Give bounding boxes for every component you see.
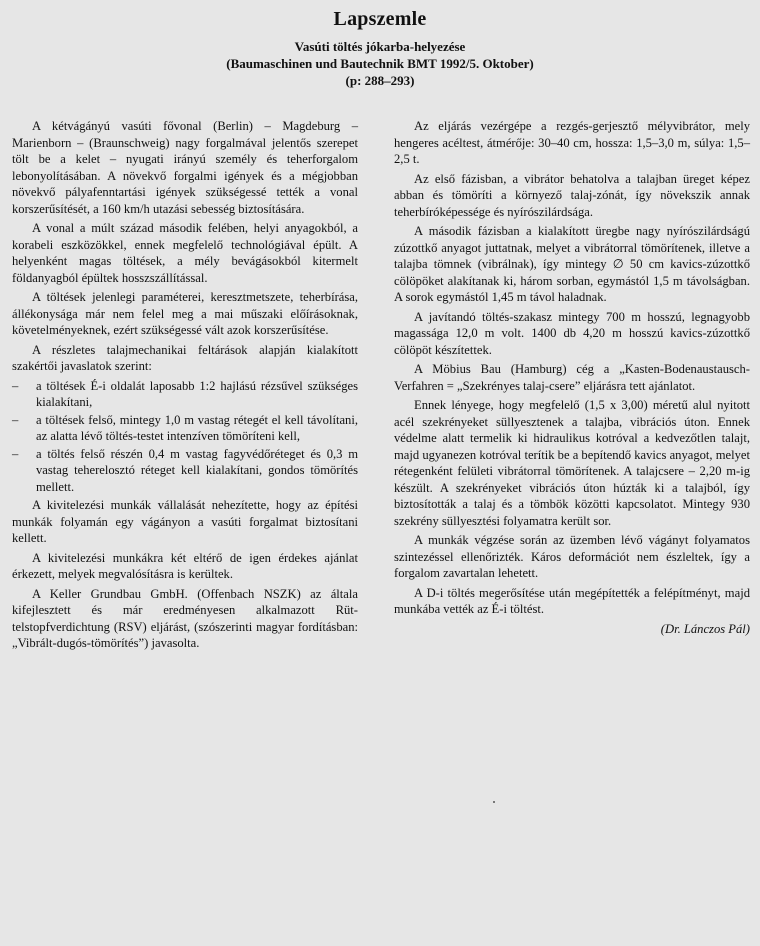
article-source: (Baumaschinen und Bautechnik BMT 1992/5. Oktober) [226, 56, 534, 71]
left-column [12, 118, 358, 655]
paragraph: A Keller Grundbau GmbH. (Offenbach NSZK) az általa kifejlesztett és már eredményesen alkalmazott Rüttelstopfverdichtung (RSV) eljárást, (szószerinti magyar fordításban: „Vibrált-dugós-tömörítés”) javasolta. [12, 586, 358, 650]
paragraph: A kétvágányú vasúti fővonal (Berlin) – Magdeburg – Marienborn – (Braunschweig) nagy forgalmával jelentős szerepet tölt be a kelet – nyugati irányú személy és teherforgalom lebonyolításában. A növekvő forgalmi igények és a mégjobban növekvő pályafenntartási igények szükségessé tették a vonal korszerűsítését, a 160 km/h utazási sebesség biztosítására. [12, 119, 358, 216]
recommendation-list [12, 378, 358, 496]
list-item [12, 378, 358, 411]
paragraph: A munkák végzése során az üzemben lévő vágányt folyamatos szintezéssel ellenőrizték. Káros deformációt nem észleltek, így a forgalom zavartalan lehetett. [394, 533, 750, 580]
author-signature: (Dr. Lánczos Pál) [660, 621, 750, 636]
paragraph: A vonal a múlt század második felében, helyi anyagokból, a korabeli eszközökkel, ennek megfelelő technológiával épült. A helyenként magas töltések, a mély bevágásokból kitermelt földanyagból épültek hosszszállítással. [12, 221, 358, 285]
paragraph: Az első fázisban, a vibrátor behatolva a talajban üreget képez abban és tömöríti a környező talaj-zónát, így növekszik annak teherbíróképessége és nyírószilárdsága. [394, 171, 750, 219]
paragraph: Ennek lényege, hogy megfelelő (1,5 x 3,00) méretű alul nyitott acél szekrényeket süllyesztenek a talajba, vibrációs úton. Ennek védelme alatt termelik ki hidraulikus kotróval a kedvezőtlen talajt, majd ugyanezen kotróval terítik be a bepítendő kavics anyagot, melyet rétegenként felületi vibrátorral tömörítenek. A talajcsere – 2,20 m-ig készült. A szekrényeket vibrációs úton húzták ki a talajból, így biztosították a talaj és a tömbök közötti kapcsolatot. Mintegy 930 szekrény süllyesztési folyamatra került sor. [394, 398, 751, 528]
dash-marker: – [12, 378, 19, 393]
paragraph: A kivitelezési munkák vállalását nehezítette, hogy az építési munkák folyamán egy vágányon a vasúti forgalmat biztosítani kellett. [12, 498, 358, 545]
list-item [12, 412, 358, 445]
list-item-text: a töltések felső, mintegy 1,0 m vastag rétegét el kell távolítani, az alatta lévő töltés-testet intenzíven tömöríteni kell, [36, 412, 358, 443]
article-pages: (p: 288–293) [345, 73, 415, 88]
list-item-text: a töltések É-i oldalát laposabb 1:2 hajlású rézsűvel szükséges kialakítani, [36, 378, 358, 409]
paragraph: A kivitelezési munkákra két eltérő de igen érdekes ajánlat érkezett, melyek megvalósításra is kerültek. [12, 550, 358, 581]
dash-marker: – [12, 446, 19, 461]
article-title: Vasúti töltés jókarba-helyezése [294, 39, 466, 54]
paragraph: Az eljárás vezérgépe a rezgés-gerjesztő mélyvibrátor, mely hengeres acéltest, átmérője: 30–40 cm, hossza: 1,5–3,0 m, súlya: 1,5–2,5 t. [394, 119, 750, 166]
right-column [394, 118, 750, 637]
scan-speck [493, 801, 495, 803]
paragraph: A részletes talajmechanikai feltárások alapján kialakított szakértői javaslatok szerint: [12, 342, 358, 373]
list-item-text: a töltés felső részén 0,4 m vastag fagyvédőréteget és 0,3 m vastag teherelosztó réteget kell kialakítani, gondos tömörítés mellett. [36, 446, 358, 494]
paragraph: A töltések jelenlegi paraméterei, keresztmetszete, teherbírása, állékonysága már nem felel meg a mai műszaki előírásoknak, követelményeknek, ezért szükségessé vált azok korszerűsítése. [12, 290, 358, 337]
dash-marker: – [12, 412, 19, 427]
paragraph: A D-i töltés megerősítése után megépítették a felépítményt, majd munkába vették az É-i töltést. [394, 585, 750, 616]
paragraph: A Möbius Bau (Hamburg) cég a „Kasten-Bodenaustausch-Verfahren = „Szekrényes talaj-csere” eljárásra tett ajánlatot. [394, 362, 750, 393]
paragraph: A javítandó töltés-szakasz mintegy 700 m hosszú, legnagyobb magassága 12,0 m volt. 1400 db 4,20 m hosszú kavics-zúzottkő cölöpöt készítettek. [394, 309, 750, 357]
page-title: Lapszemle [333, 8, 427, 30]
list-item [12, 446, 358, 496]
article-heading [0, 38, 760, 89]
paragraph: A második fázisban a kialakított üregbe nagy nyírószilárdságú zúzottkő anyagot juttatnak, melyet a vibrátorral tömörítenek, illetve a talajba tömnek (vibrálnak), így mintegy ∅ 50 cm kavics-zúzottkő cölöpöket alakítanak ki, három sorban, egymástól 1,5 m távolságban. A sorok egymástól 1,45 m távol haladnak. [394, 224, 750, 304]
